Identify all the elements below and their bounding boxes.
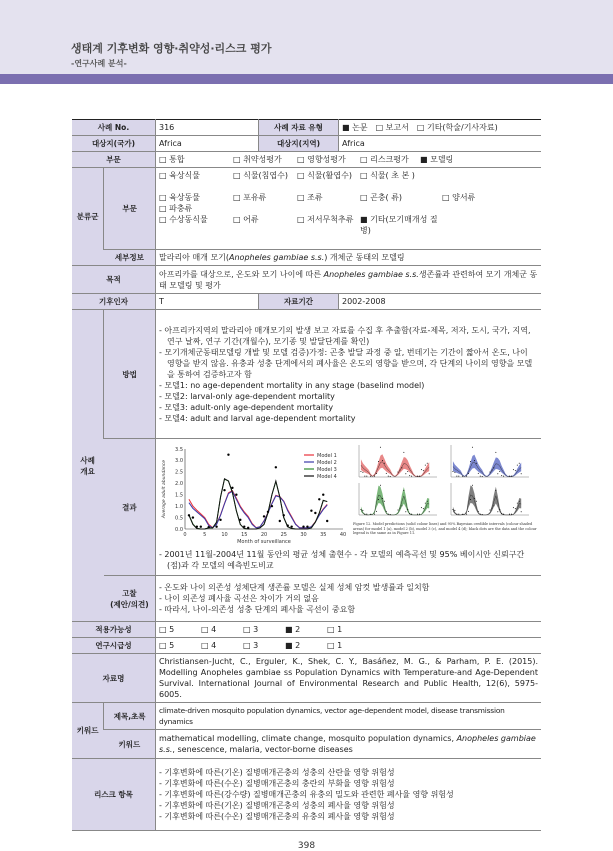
list-item: - 기후변화에 따른(수온) 질병매개곤충의 유충의 폐사율 영향 위험성 xyxy=(158,812,395,821)
data-point xyxy=(384,463,385,464)
option: ■ 기타(모기매개성 질병) xyxy=(359,215,438,235)
data-point xyxy=(192,516,194,518)
series-line-model-1 xyxy=(189,491,327,528)
case-no-label: 사례 No. xyxy=(72,120,155,136)
taxon-sector-label: 부문 xyxy=(104,168,156,250)
x-axis-label: Month of surveillance xyxy=(237,539,291,545)
data-point xyxy=(462,476,463,477)
data-point xyxy=(382,498,383,499)
data-point xyxy=(478,473,479,474)
data-point xyxy=(378,461,379,462)
credible-interval xyxy=(361,486,429,515)
x-tick-label: 30 xyxy=(300,532,307,538)
data-point xyxy=(388,476,389,477)
list-item: - 아프리카지역의 말라리아 매개모기의 발생 보고 자료를 수집 후 추출함(자료-제목, 저자, 도시, 국가, 지역, 연구 날짜, 연구 기간(개월수), 모기종 및 발달단계를 확인) xyxy=(158,325,531,346)
data-point xyxy=(279,520,281,522)
applicability-label: 적용가능성 xyxy=(72,622,155,638)
rating-option: □ 1 xyxy=(326,625,343,634)
option: □ 영향성평가 xyxy=(296,155,346,164)
option: □ 저서무척추류 xyxy=(296,215,354,224)
data-point xyxy=(390,514,391,515)
data-point xyxy=(382,460,383,461)
y-tick-label: 1.0 xyxy=(175,503,183,510)
option: □ 통합 xyxy=(158,155,185,164)
list-item: - 온도와 나이 의존성 성체단계 생존률 모델은 실제 성체 암컷 발생률과 일치함 xyxy=(158,583,430,592)
data-point xyxy=(499,471,500,472)
option: ■ 논문 xyxy=(342,123,368,132)
data-point xyxy=(370,476,371,477)
list-item: - 모델1: no age-dependent mortality in any stage (baselind model) xyxy=(158,380,425,390)
data-point xyxy=(474,460,475,461)
series-line-model-2 xyxy=(189,491,327,528)
legend-label: Model 2 xyxy=(316,459,337,466)
detail-label: 세부정보 xyxy=(104,250,156,266)
data-point xyxy=(493,467,494,468)
data-point xyxy=(364,514,365,515)
data-point xyxy=(489,471,490,472)
data-point xyxy=(517,465,518,466)
x-tick-label: 20 xyxy=(260,532,268,538)
data-point xyxy=(495,490,496,491)
data-point xyxy=(515,508,516,509)
data-point xyxy=(474,498,475,499)
data-point xyxy=(215,526,217,528)
data-point xyxy=(403,452,404,453)
data-point xyxy=(499,509,500,510)
taxon-options xyxy=(155,168,541,250)
result-cell xyxy=(155,439,541,576)
data-point xyxy=(482,476,483,477)
taxon-row xyxy=(159,170,538,192)
data-point xyxy=(519,463,520,464)
data-point xyxy=(366,514,367,515)
credible-interval xyxy=(453,485,521,515)
option: □ 리스크평가 xyxy=(359,155,409,164)
data-point xyxy=(378,499,379,500)
data-point xyxy=(227,454,229,456)
list-item: - 기후변화에 따른(강수량) 질병매개곤충의 유충의 밀도와 관련한 폐사율 영향 위험성 xyxy=(158,790,454,799)
option: □ 조류 xyxy=(296,193,323,202)
rating-option: □ 1 xyxy=(326,641,343,650)
prediction-line xyxy=(453,495,521,515)
data-point xyxy=(306,526,308,528)
sector-label: 부문 xyxy=(72,152,155,168)
data-point xyxy=(427,463,428,464)
data-point xyxy=(466,514,467,515)
purpose-value xyxy=(155,266,541,294)
data-point xyxy=(503,514,504,515)
page-number: 398 xyxy=(297,841,316,851)
risk-label: 리스크 항목 xyxy=(72,759,155,831)
data-point xyxy=(380,485,381,486)
data-point xyxy=(399,508,400,509)
y-tick-label: 0.5 xyxy=(175,515,183,522)
rating-option: □ 4 xyxy=(200,641,217,650)
data-point xyxy=(409,475,410,476)
prediction-line xyxy=(361,462,429,477)
option: □ 파충류 xyxy=(158,204,193,213)
data-point xyxy=(364,476,365,477)
species-name: Anopheles gambiae s.s. xyxy=(323,269,419,279)
overview-label xyxy=(72,310,104,622)
source-value: Christiansen-Jucht, C., Erguler, K., Shek, C. Y., Basáñez, M. G., & Parham, P. E. (2015). Modelling Anopheles gambiae ss Population Dynamics with Temperature-and Age-Dependent Survival. International Journal of Environmental Research and Public Health, 12(6), 5975-6005. xyxy=(155,654,541,703)
data-point xyxy=(376,473,377,474)
risk-list xyxy=(155,759,541,831)
climate-label: 기후인자 xyxy=(72,294,155,310)
data-point xyxy=(462,514,463,515)
data-point xyxy=(497,473,498,474)
prediction-line xyxy=(361,495,429,515)
data-point xyxy=(219,519,221,521)
method-list xyxy=(155,310,541,439)
data-point xyxy=(521,511,522,512)
data-point xyxy=(501,513,502,514)
data-point xyxy=(401,505,402,506)
list-item: - 기후변화에 따른(기온) 질병매개곤충의 성충의 폐사율 영향 위험성 xyxy=(158,801,395,810)
region-value: Africa xyxy=(339,136,542,152)
data-point xyxy=(362,472,363,473)
data-point xyxy=(247,527,249,529)
y-axis-label: Average adult abundance xyxy=(161,459,167,519)
data-point xyxy=(466,476,467,477)
y-tick-label: 3.0 xyxy=(175,458,183,465)
data-point xyxy=(493,505,494,506)
data-point xyxy=(239,519,241,521)
taxon-label: 분류군 xyxy=(72,168,104,266)
data-point xyxy=(399,470,400,471)
model-panel xyxy=(359,445,437,477)
data-point xyxy=(429,473,430,474)
x-tick-label: 25 xyxy=(280,532,287,538)
data-point xyxy=(310,510,312,512)
data-point xyxy=(417,514,418,515)
data-point xyxy=(302,526,304,528)
text: , senescence, malaria, vector-borne diseases xyxy=(172,745,353,754)
species-name: Anopheles gambiae s.s. xyxy=(158,734,536,754)
data-point xyxy=(362,510,363,511)
data-point xyxy=(388,514,389,515)
list-item: - 모델2: larval-only age-dependent mortality xyxy=(158,391,335,401)
data-point xyxy=(411,514,412,515)
header-subtitle: -연구사례 분석- xyxy=(71,59,127,68)
data-point xyxy=(407,471,408,472)
data-point xyxy=(397,471,398,472)
option: □ 어류 xyxy=(232,215,259,224)
option: □ 기타(학술/기사자료) xyxy=(416,123,498,132)
species-name: Anopheles gambiae s.s. xyxy=(229,253,325,262)
country-label: 대상지(국가) xyxy=(72,136,155,152)
data-point xyxy=(482,514,483,515)
data-point xyxy=(360,471,361,472)
data-point xyxy=(476,463,477,464)
data-point xyxy=(458,514,459,515)
data-point xyxy=(376,511,377,512)
data-point xyxy=(283,514,285,516)
data-point xyxy=(390,476,391,477)
rating-option: □ 4 xyxy=(200,625,217,634)
data-point xyxy=(456,514,457,515)
data-point xyxy=(468,511,469,512)
list-item: - 기후변화에 따른(수온) 질병매개곤충의 충란의 부화율 영향 위험성 xyxy=(158,779,395,788)
data-point xyxy=(452,509,453,510)
urgency-label: 연구시급성 xyxy=(72,638,155,654)
data-point xyxy=(374,514,375,515)
taxon-row xyxy=(159,192,538,214)
data-point xyxy=(470,461,471,462)
case-table xyxy=(72,119,541,831)
option: □ 수상동식물 xyxy=(158,215,208,224)
case-type-label: 사례 자료 유형 xyxy=(258,120,338,136)
data-point xyxy=(370,514,371,515)
data-point xyxy=(429,511,430,512)
data-point xyxy=(472,447,473,448)
model-panel xyxy=(451,483,529,515)
country-value: Africa xyxy=(155,136,258,152)
rating-option: ■ 2 xyxy=(284,641,301,650)
kw-title-label: 제목,초록 xyxy=(104,703,156,730)
series-line-model-3 xyxy=(189,479,327,529)
list-item: - 모델4: adult and larval age-dependent mortality xyxy=(158,413,356,423)
data-point xyxy=(478,511,479,512)
legend-label: Model 4 xyxy=(316,473,337,480)
y-tick-label: 2.5 xyxy=(175,469,183,476)
applicability-options xyxy=(155,622,541,638)
x-tick-label: 35 xyxy=(320,532,327,538)
data-point xyxy=(454,510,455,511)
header-band xyxy=(0,74,613,84)
kw-value xyxy=(155,730,541,759)
data-point xyxy=(231,487,233,489)
data-point xyxy=(360,509,361,510)
data-point xyxy=(419,476,420,477)
data-point xyxy=(409,513,410,514)
urgency-options xyxy=(155,638,541,654)
data-point xyxy=(207,526,209,528)
data-point xyxy=(503,476,504,477)
source-label: 자료명 xyxy=(72,654,155,703)
list-item: - 따라서, 나이-의존성 성충 단계의 폐사율 곡선이 중요함 xyxy=(158,605,356,614)
list-item: - 모기개체군동태모델링 개발 및 모델 검증)가정: 곤충 발달 과정 중 알, 번데기는 기간이 짧아서 온도, 나이 영향을 받지 않음. 유충과 성충 단계에서의 폐사율은 온도의 영향을 받으며, 각 단계의 나이의 영향을 모델을 통하여 검증하고자 함 xyxy=(158,347,533,379)
taxon-row xyxy=(159,214,538,247)
model-panel xyxy=(359,483,437,515)
keyword-label: 키워드 xyxy=(72,703,104,759)
data-point xyxy=(405,473,406,474)
legend-label: Model 3 xyxy=(316,466,337,473)
data-point xyxy=(480,476,481,477)
data-point xyxy=(401,467,402,468)
data-point xyxy=(476,501,477,502)
data-point xyxy=(243,526,245,528)
option: □ 양서류 xyxy=(441,193,476,202)
header-title: 생태계 기후변화 영향·취약성·리스크 평가 xyxy=(71,42,272,55)
panel-figure xyxy=(353,443,538,536)
data-point xyxy=(421,507,422,508)
case-no-value: 316 xyxy=(155,120,258,136)
data-point xyxy=(423,470,424,471)
option: □ 식물( 초 본 ) xyxy=(359,171,415,180)
data-point xyxy=(491,508,492,509)
rating-option: □ 3 xyxy=(242,625,259,634)
legend-label: Model 1 xyxy=(316,452,337,459)
credible-interval xyxy=(361,454,429,476)
text: mathematical modelling, climate change, mosquito population dynamics, xyxy=(158,734,457,743)
result-figures xyxy=(159,443,538,545)
x-tick-label: 5 xyxy=(203,532,207,538)
x-tick-label: 40 xyxy=(339,532,347,538)
discussion-label xyxy=(104,576,156,622)
credible-interval xyxy=(453,455,521,477)
data-point xyxy=(384,501,385,502)
option: □ 곤충( 류) xyxy=(359,193,403,202)
text: (제안/의견) xyxy=(110,599,149,609)
data-point xyxy=(491,470,492,471)
data-point xyxy=(513,469,514,470)
data-point xyxy=(511,514,512,515)
model-panels xyxy=(353,443,538,521)
data-point xyxy=(188,514,190,516)
data-point xyxy=(495,452,496,453)
data-point xyxy=(509,514,510,515)
data-point xyxy=(470,499,471,500)
text: 아프리카를 대상으로, 온도와 모기 나이에 따른 xyxy=(158,269,324,279)
data-point xyxy=(497,511,498,512)
rating-option: ■ 2 xyxy=(284,625,301,634)
data-point xyxy=(380,447,381,448)
data-point xyxy=(263,515,265,517)
data-point xyxy=(290,526,292,528)
y-tick-label: 3.5 xyxy=(175,446,183,453)
data-point xyxy=(519,501,520,502)
data-point xyxy=(513,507,514,508)
data-point xyxy=(275,466,277,468)
data-point xyxy=(366,476,367,477)
option: □ 식물(활엽수) xyxy=(296,171,352,180)
rating-option: □ 5 xyxy=(158,641,175,650)
data-point xyxy=(509,476,510,477)
series-line-model-4 xyxy=(189,479,327,529)
result-text: - 2001년 11월-2004년 11월 동안의 평균 성체 출현수 - 각 모델의 예측곡선 및 95% 베이시안 신뢰구간 (점)과 각 모델의 예측빈도비교 xyxy=(158,550,525,570)
data-point xyxy=(480,514,481,515)
option: □ 보고서 xyxy=(375,123,409,132)
data-point xyxy=(511,476,512,477)
data-point xyxy=(314,512,316,514)
figure-caption: Figure 12. Model predictions (solid colour lines) and 95% Bayesian credible intervals (colour shaded areas) for model 1 (a), model 2 (b), model 3 (c), and model 4 (d); black dots are the data and the colour legend is the same as in Figure 11. xyxy=(352,522,537,535)
data-point xyxy=(322,494,324,496)
option: □ 포유류 xyxy=(232,193,267,202)
data-point xyxy=(405,511,406,512)
text: ) 개체군 동태의 모델링 xyxy=(324,253,405,262)
list-item: - 기후변화에 따른(기온) 질병매개곤충의 성충의 산란율 영향 위험성 xyxy=(158,768,395,777)
data-point xyxy=(425,503,426,504)
data-point xyxy=(425,465,426,466)
option: ■ 모델링 xyxy=(419,155,454,164)
period-value: 2002-2008 xyxy=(339,294,542,310)
data-point xyxy=(403,490,404,491)
data-point xyxy=(423,508,424,509)
option: □ 육상동물 xyxy=(158,193,200,202)
y-tick-label: 0.0 xyxy=(175,526,183,533)
detail-value xyxy=(155,250,541,266)
option: □ 식물(침엽수) xyxy=(232,171,288,180)
y-tick-label: 2.0 xyxy=(175,481,183,488)
model-panel xyxy=(451,445,529,477)
data-point xyxy=(318,498,320,500)
list-item: - 모델3: adult-only age-dependent mortality xyxy=(158,402,334,412)
y-tick-label: 1.5 xyxy=(175,492,183,499)
climate-value: T xyxy=(155,294,258,310)
data-point xyxy=(417,476,418,477)
data-point xyxy=(326,520,328,522)
data-point xyxy=(271,505,273,507)
discussion-list xyxy=(155,576,541,622)
text: 사례 개요 xyxy=(80,455,95,476)
data-point xyxy=(200,526,202,528)
option: □ 육상식물 xyxy=(158,171,200,180)
rating-option: □ 5 xyxy=(158,625,175,634)
data-point xyxy=(397,509,398,510)
data-point xyxy=(407,509,408,510)
data-point xyxy=(468,473,469,474)
data-point xyxy=(521,473,522,474)
data-point xyxy=(515,470,516,471)
page-header xyxy=(0,0,613,74)
prediction-line xyxy=(453,462,521,477)
data-point xyxy=(386,511,387,512)
abundance-chart xyxy=(159,443,349,545)
data-point xyxy=(411,476,412,477)
data-point xyxy=(452,471,453,472)
data-point xyxy=(374,476,375,477)
data-point xyxy=(286,524,288,526)
purpose-label: 목적 xyxy=(72,266,155,294)
text: 고찰 xyxy=(122,588,137,598)
data-point xyxy=(489,509,490,510)
result-label: 결과 xyxy=(104,439,156,576)
data-point xyxy=(427,501,428,502)
data-point xyxy=(223,489,225,491)
case-type-options xyxy=(339,120,542,136)
method-label: 방법 xyxy=(104,310,156,439)
data-point xyxy=(458,476,459,477)
data-point xyxy=(472,485,473,486)
data-point xyxy=(454,472,455,473)
kw-label: 키워드 xyxy=(104,730,156,759)
x-tick-label: 0 xyxy=(183,532,187,538)
data-point xyxy=(196,526,198,528)
x-tick-label: 15 xyxy=(241,532,248,538)
option: □ 취약성평가 xyxy=(232,155,282,164)
period-label: 자료기간 xyxy=(258,294,338,310)
data-point xyxy=(421,469,422,470)
data-point xyxy=(235,494,237,496)
data-point xyxy=(419,514,420,515)
kw-title-value: climate-driven mosquito population dynamics, vector age-dependent model, disease transmission dynamics xyxy=(155,703,541,730)
sector-options xyxy=(155,152,541,168)
text: 생존률과 관련하여 모기 개체군 동태 모델링 및 평가 xyxy=(158,269,538,290)
x-tick-label: 10 xyxy=(221,532,228,538)
rating-option: □ 3 xyxy=(242,641,259,650)
data-point xyxy=(501,475,502,476)
data-point xyxy=(267,511,269,513)
data-point xyxy=(386,473,387,474)
text: 말라리아 매개 모기( xyxy=(158,253,230,262)
region-label: 대상지(지역) xyxy=(258,136,338,152)
list-item: - 나이 의존성 폐사율 곡선은 차이가 거의 없음 xyxy=(158,594,319,603)
data-point xyxy=(456,476,457,477)
data-point xyxy=(517,503,518,504)
